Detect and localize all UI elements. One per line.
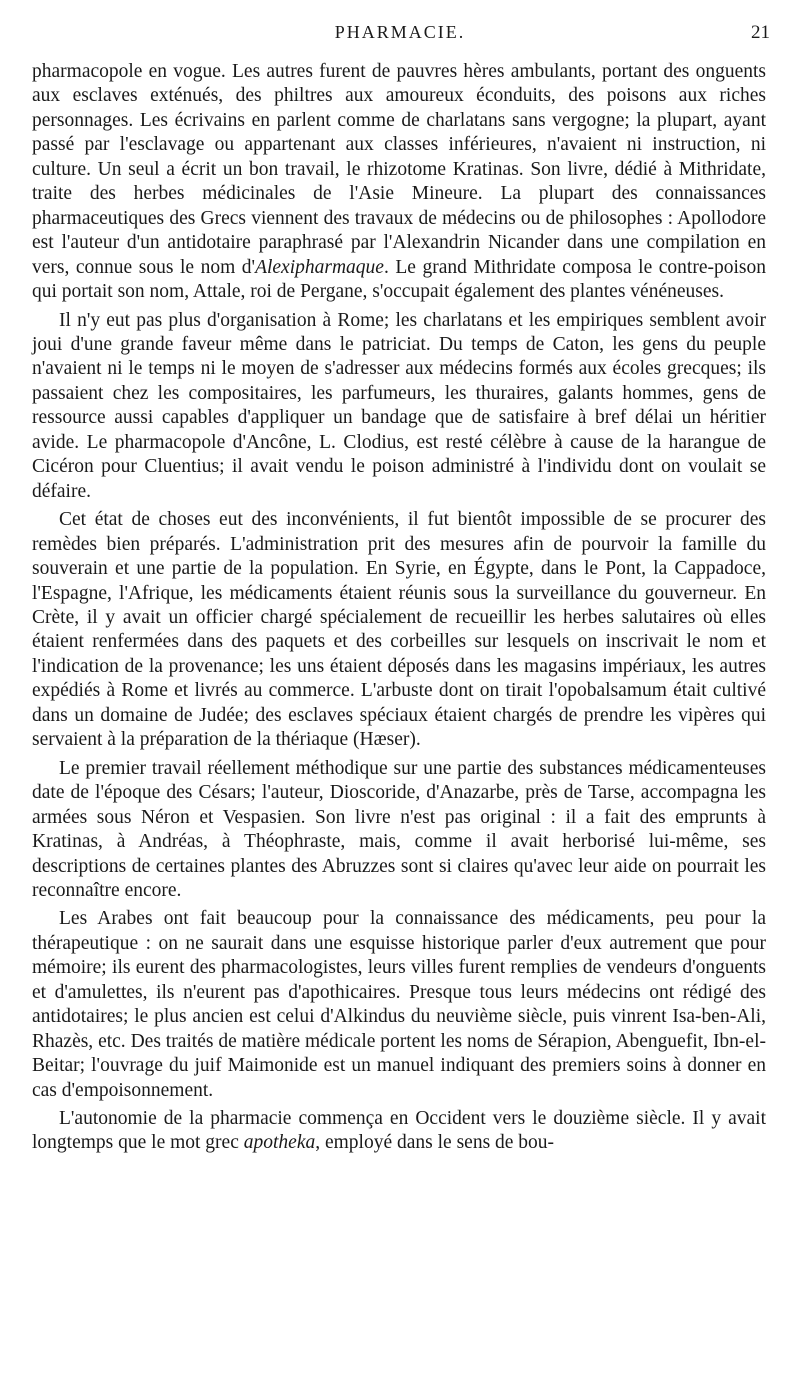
text-run: , employé dans le sens de bou- bbox=[315, 1132, 555, 1154]
paragraph-arabes bbox=[32, 907, 766, 1103]
italic-term-apotheka: apotheka bbox=[243, 1132, 316, 1154]
text-run: Les Arabes ont fait beaucoup pour la connaissance des médicaments, peu pour la thérapeutique : on ne saurait dans une esquisse historique parler d'eux autrement que pour mémoire; ils eurent des pharmacologistes, leurs villes furent remplies de vendeurs d'onguents et d'amulettes, ils n'eurent pas d'apothicaires. Presque tous leurs médecins ont rédigé des antidotaires; le plus ancien est celui d'Alkindus du neuvième siècle, puis vinrent Isa-ben-Ali, Rhazès, etc. Des traités de matière médicale portent les noms de Sérapion, Abenguefit, Ibn-el-Beitar; l'ouvrage du juif Maimonide est un manuel indiquant des premiers soins à donner en cas d'empoisonnement. bbox=[32, 908, 766, 1101]
paragraph-rome bbox=[32, 309, 766, 505]
body-text bbox=[32, 60, 766, 1156]
text-run: Il n'y eut pas plus d'organisation à Rome; les charlatans et les empiriques semblent avoir joui d'une grande faveur même dans le patriciat. Du temps de Caton, les gens du peuple n'avaient ni le temps ni le moyen de s'adresser aux médecins formés aux écoles grecques; ils passaient chez les compositaires, les parfumeurs, les thuraires, galants hommes, gens de ressource aussi capables d'appliquer un bandage que de satisfaire à bref délai un héritier avide. Le pharmacopole d'Ancône, L. Clodius, est resté célèbre à cause de la harangue de Cicéron pour Cluentius; il avait vendu le poison administré à l'individu dont on voulait se défaire. bbox=[32, 309, 766, 502]
text-run: Le premier travail réellement méthodique sur une partie des substances médicamenteuses date de l'époque des Césars; l'auteur, Dioscoride, d'Anazarbe, près de Tarse, accompagna les armées sous Néron et Vespasien. Son livre n'est pas original : il a fait des emprunts à Kratinas, à Andréas, à Théophraste, mais, comme il avait herborisé lui-même, ses descriptions de certaines plantes des Abruzzes sont si claires qu'avec leur aide on pourrait les reconnaître encore. bbox=[32, 757, 766, 901]
running-header bbox=[30, 22, 770, 50]
paragraph-continuation bbox=[32, 60, 766, 305]
paragraph-administration bbox=[32, 508, 766, 753]
page-number: 21 bbox=[751, 22, 770, 43]
text-run: Cet état de choses eut des inconvénients, il fut bientôt impossible de se procurer des remèdes bien préparés. L'administration prit des mesures afin de pourvoir la famille du souverain et une partie de la population. En Syrie, en Égypte, dans le Pont, la Cappadoce, l'Espagne, l'Afrique, les médicaments étaient réunis sous la surveillance du gouverneur. En Crète, il y avait un officier chargé spécialement de recueillir les herbes salutaires où elles étaient renfermées dans des paquets et des corbeilles sur lesquels on inscrivait le nom et l'indication de la provenance; les uns étaient déposés dans les magasins impériaux, les autres expédiés à Rome et livrés au commerce. L'arbuste dont on tirait l'opobalsamum était cultivé dans un domaine de Judée; des esclaves spéciaux étaient chargés de prendre les vipères qui servaient à la préparation de la thériaque (Hæser). bbox=[32, 509, 766, 751]
text-run: L'autonomie de la pharmacie commença en Occident vers le douzième siècle. Il y avait longtemps que le mot grec bbox=[32, 1108, 766, 1154]
text-run: pharmacopole en vogue. Les autres furent de pauvres hères ambulants, portant des onguents aux esclaves exténués, des philtres aux amoureux éconduits, des poisons aux riches personnages. Les écrivains en parlent comme de charlatans sans vergogne; la plupart, ayant passé par l'esclavage ou appartenant aux classes inférieures, n'avaient ni instruction, ni culture. Un seul a écrit un bon travail, le rhizotome Kratinas. Son livre, dédié à Mithridate, traite des herbes médicinales de l'Asie Mineure. La plupart des connaissances pharmaceutiques des Grecs viennent des travaux de médecins ou de philosophes : Apollodore est l'auteur d'un antidotaire paraphrasé par l'Alexandrin Nicander dans une compilation en vers, connue sous le nom d' bbox=[32, 61, 766, 278]
italic-term-alexipharmaque: Alexipharmaque bbox=[255, 256, 384, 278]
paragraph-autonomie bbox=[32, 1107, 766, 1156]
running-title: PHARMACIE. bbox=[334, 22, 466, 42]
paragraph-dioscoride bbox=[32, 757, 766, 904]
text-run: . Le grand Mithridate composa le contre-poison qui portait son nom, Attale, roi de Pergane, s'occupait également des plantes vénéneuses. bbox=[32, 256, 766, 303]
